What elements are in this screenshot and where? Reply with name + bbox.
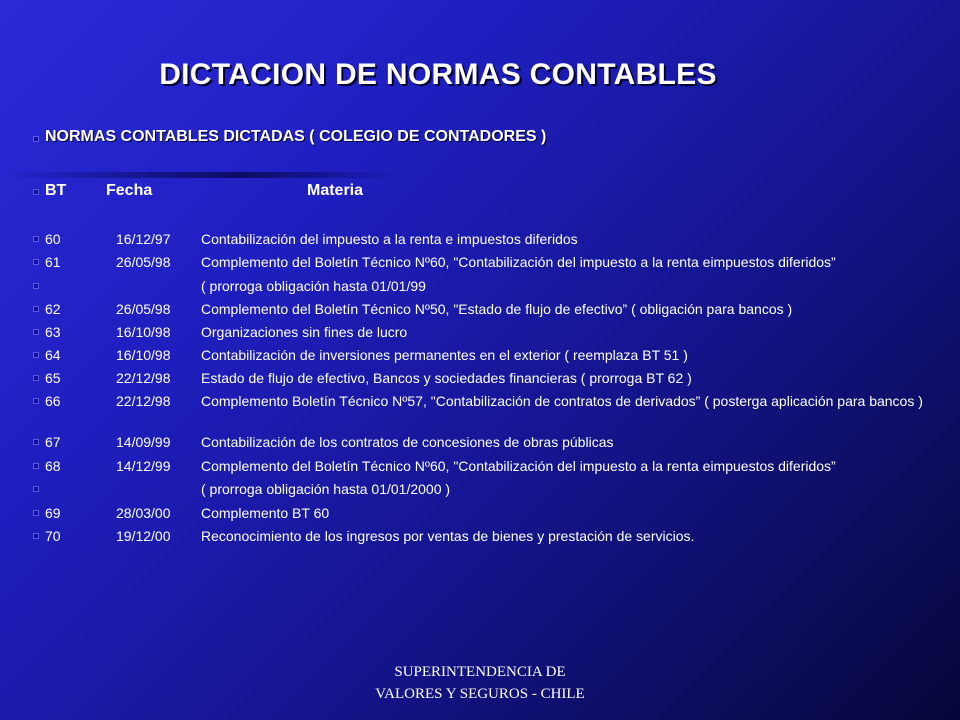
row-fecha: 19/12/00 <box>116 528 171 544</box>
row-materia: Contabilización de los contratos de concesiones de obras públicas <box>201 434 614 450</box>
row-bt: 69 <box>45 505 61 521</box>
row-bt: 70 <box>45 528 61 544</box>
row-bt: 68 <box>45 458 61 474</box>
square-bullet-icon <box>33 439 39 445</box>
square-bullet-icon <box>33 463 39 469</box>
row-materia: Complemento Boletín Técnico Nº57, "Contabilización de contratos de derivados” ( posterga aplicación para bancos ) <box>201 393 923 409</box>
square-bullet-icon <box>33 329 39 335</box>
footer <box>0 661 960 705</box>
row-materia: ( prorroga obligación hasta 01/01/99 <box>201 278 426 294</box>
row-materia: Complemento del Boletín Técnico Nº50, "Estado de flujo de efectivo” ( obligación para bancos ) <box>201 301 793 317</box>
header-bt: BT <box>45 182 67 199</box>
row-materia: Estado de flujo de efectivo, Bancos y sociedades financieras ( prorroga BT 62 ) <box>201 370 692 386</box>
square-bullet-icon <box>33 486 39 492</box>
row-bt: 65 <box>45 370 61 386</box>
row-materia: ( prorroga obligación hasta 01/01/2000 ) <box>201 481 451 497</box>
row-materia: Contabilización del impuesto a la renta e impuestos diferidos <box>201 231 578 247</box>
row-materia: Organizaciones sin fines de lucro <box>201 324 408 340</box>
square-bullet-icon <box>33 236 39 242</box>
row-fecha: 14/12/99 <box>116 458 171 474</box>
row-materia: Complemento BT 60 <box>201 505 330 521</box>
row-materia: Contabilización de inversiones permanentes en el exterior ( reemplaza BT 51 ) <box>201 347 688 363</box>
row-bt: 66 <box>45 393 61 409</box>
table-header <box>33 182 733 204</box>
row-fecha: 16/10/98 <box>116 347 171 363</box>
row-fecha: 22/12/98 <box>116 370 171 386</box>
row-fecha: 22/12/98 <box>116 393 171 409</box>
header-fecha: Fecha <box>106 182 153 199</box>
row-bt: 60 <box>45 231 61 247</box>
footer-line-1: SUPERINTENDENCIA DE <box>394 664 566 680</box>
square-bullet-icon <box>33 189 39 195</box>
square-bullet-icon <box>33 510 39 516</box>
row-bt: 63 <box>45 324 61 340</box>
square-bullet-icon <box>33 352 39 358</box>
subtitle-text: NORMAS CONTABLES DICTADAS ( COLEGIO DE CONTADORES ) <box>45 128 547 145</box>
row-fecha: 16/10/98 <box>116 324 171 340</box>
row-materia: Reconocimiento de los ingresos por ventas de bienes y prestación de servicios. <box>201 528 695 544</box>
row-materia: Complemento del Boletín Técnico Nº60, "Contabilización del impuesto a la renta eimpuestos diferidos” <box>201 458 836 474</box>
square-bullet-icon <box>33 398 39 404</box>
row-fecha: 16/12/97 <box>116 231 171 247</box>
row-fecha: 26/05/98 <box>116 301 171 317</box>
slide-title: DICTACION DE NORMAS CONTABLES <box>159 58 717 91</box>
header-materia: Materia <box>307 182 364 199</box>
title-underline-bar <box>0 172 400 178</box>
row-materia: Complemento del Boletín Técnico Nº60, "Contabilización del impuesto a la renta eimpuestos diferidos” <box>201 254 836 270</box>
square-bullet-icon <box>33 283 39 289</box>
row-bt: 62 <box>45 301 61 317</box>
square-bullet-icon <box>33 533 39 539</box>
square-bullet-icon <box>33 375 39 381</box>
square-bullet-icon <box>33 136 39 142</box>
square-bullet-icon <box>33 306 39 312</box>
row-bt: 67 <box>45 434 61 450</box>
row-fecha: 28/03/00 <box>116 505 171 521</box>
row-bt: 61 <box>45 254 61 270</box>
row-fecha: 14/09/99 <box>116 434 171 450</box>
square-bullet-icon <box>33 259 39 265</box>
row-fecha: 26/05/98 <box>116 254 171 270</box>
row-bt: 64 <box>45 347 61 363</box>
footer-line-2: VALORES Y SEGUROS - CHILE <box>375 686 585 702</box>
